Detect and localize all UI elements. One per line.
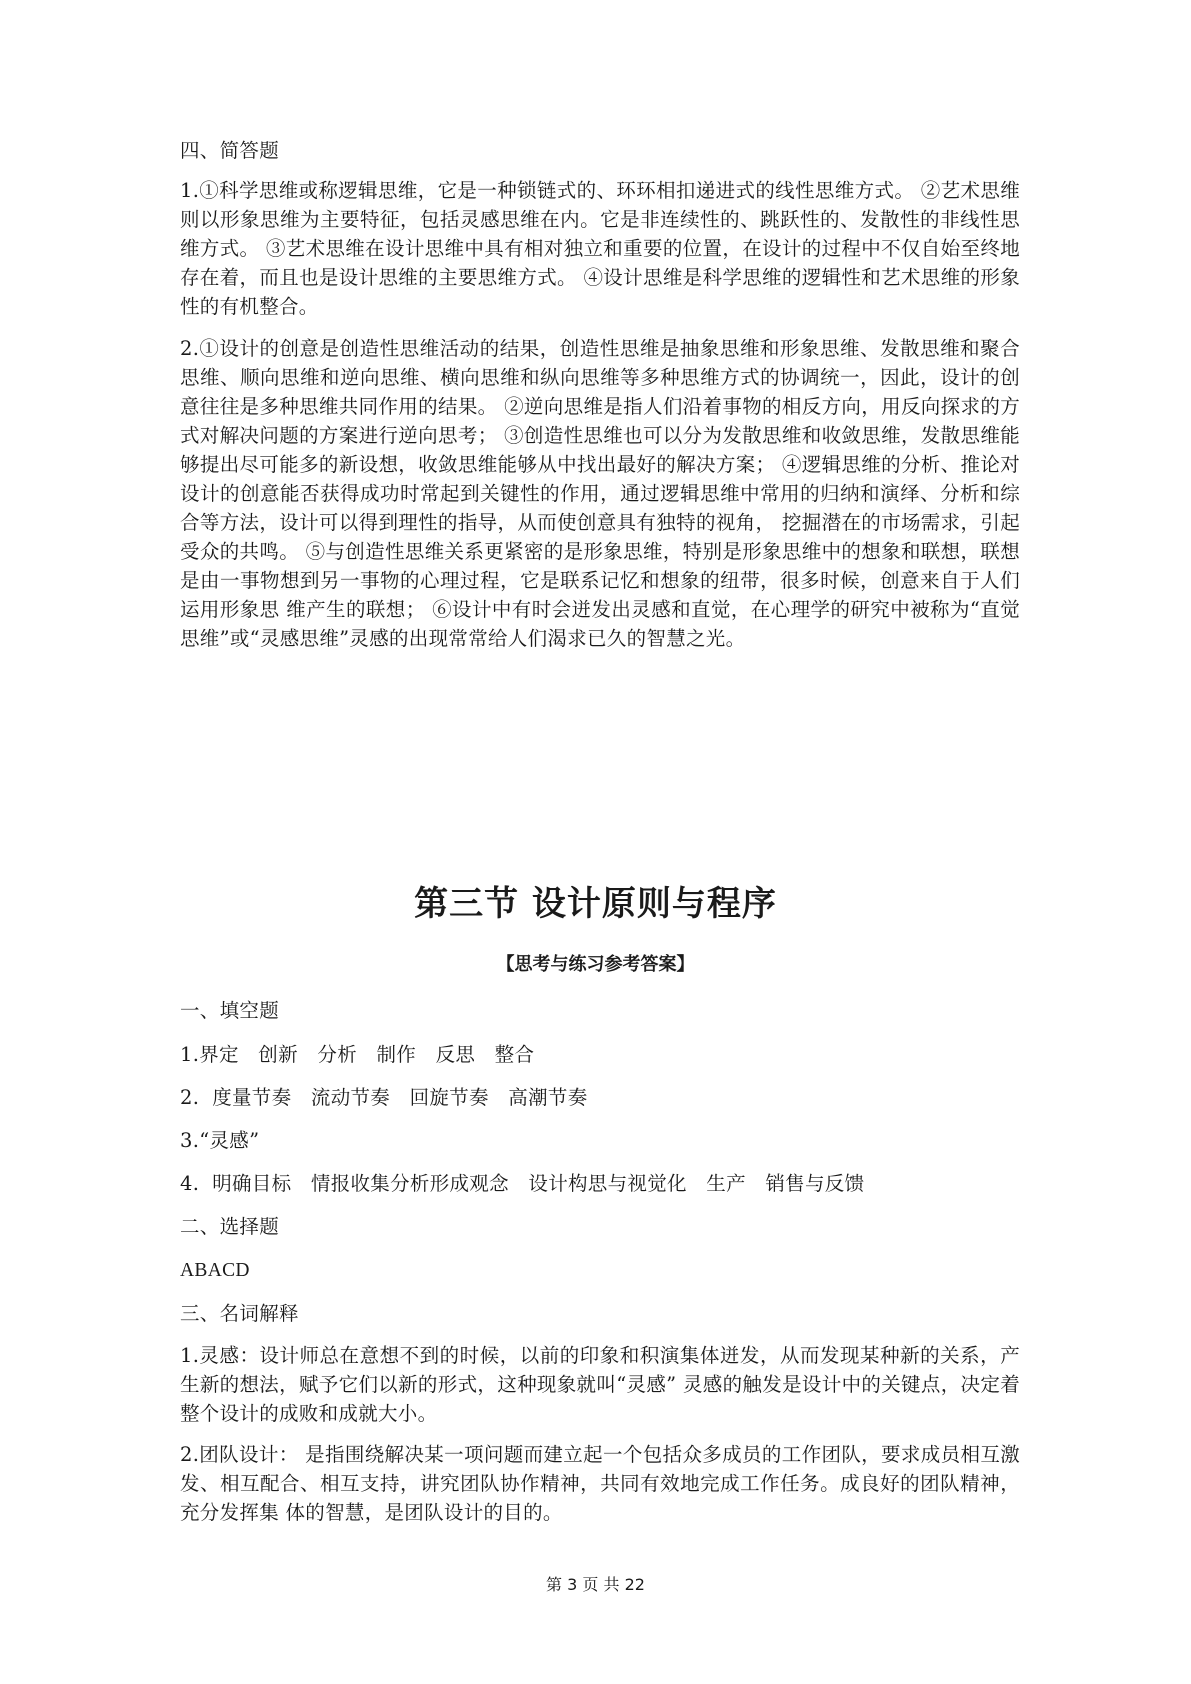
term-answer-2: 2.团队设计： 是指围绕解决某一项问题而建立起一个包括众多成员的工作团队，要求成员相互激发、相互配合、相互支持，讲究团队协作精神，共同有效地完成工作任务。成良好的团队精神，充分发挥集 体的智慧，是团队设计的目的。 <box>180 1443 1020 1524</box>
heading-short-answer: 四、简答题 <box>180 139 280 162</box>
fill-answer-3: 3.“灵感” <box>180 1129 260 1152</box>
section-subtitle: 【思考与练习参考答案】 <box>496 954 695 975</box>
short-answer-2: 2.①设计的创意是创造性思维活动的结果，创造性思维是抽象思维和形象思维、发散思维和聚合思维、顺向思维和逆向思维、横向思维和纵向思维等多种思维方式的协调统一，因此，设计的创意往往是多种思维共同作用的结果。 ②逆向思维是指人们沿着事物的相反方向，用反向探求的方式对解决问题的方案进行逆向思考； ③创造性思维也可以分为发散思维和收敛思维，发散思维能够提出尽可能多的新设想，收敛思维能够从中找出最好的解决方案； ④逻辑思维的分析、推论对设计的创意能否获得成功时常起到关键性的作用，通过逻辑思维中常用的归纳和演绎、分析和综合等方法，设计可以得到理性的指导，从而使创意具有独特的视角， 挖掘潜在的市场需求，引起受众的共鸣。 ⑤与创造性思维关系更紧密的是形象思维，特别是形象思维中的想象和联想，联想是由一事物想到另一事物的心理过程，它是联系记忆和想象的纽带，很多时候，创意来自于人们运用形象思 维产生的联想； ⑥设计中有时会迸发出灵感和直觉，在心理学的研究中被称为“直觉思维”或“灵感思维”灵感的出现常常给人们渴求已久的智慧之光。 <box>180 337 1020 650</box>
choice-answer: ABACD <box>180 1260 250 1281</box>
page-footer: 第 3 页 共 22 <box>546 1575 645 1594</box>
section-title: 第三节 设计原则与程序 <box>414 884 777 924</box>
heading-term-explanation: 三、名词解释 <box>180 1302 299 1325</box>
heading-fill-blank: 一、填空题 <box>180 999 280 1022</box>
fill-answer-1: 1.界定 创新 分析 制作 反思 整合 <box>180 1043 535 1066</box>
heading-multiple-choice: 二、选择题 <box>180 1215 280 1238</box>
fill-answer-4: 4. 明确目标 情报收集分析形成观念 设计构思与视觉化 生产 销售与反馈 <box>180 1172 865 1195</box>
short-answer-1: 1.①科学思维或称逻辑思维，它是一种锁链式的、环环相扣递进式的线性思维方式。 ②艺术思维则以形象思维为主要特征，包括灵感思维在内。它是非连续性的、跳跃性的、发散性的非线性思维方式。 ③艺术思维在设计思维中具有相对独立和重要的位置，在设计的过程中不仅自始至终地存在着，而且也是设计思维的主要思维方式。 ④设计思维是科学思维的逻辑性和艺术思维的形象性的有机整合。 <box>180 179 1020 318</box>
term-answer-1: 1.灵感：设计师总在意想不到的时候，以前的印象和积演集体迸发，从而发现某种新的关系，产生新的想法，赋予它们以新的形式，这种现象就叫“灵感” 灵感的触发是设计中的关键点，决定着整个设计的成败和成就大小。 <box>180 1344 1020 1425</box>
fill-answer-2: 2. 度量节奏 流动节奏 回旋节奏 高潮节奏 <box>180 1086 588 1109</box>
